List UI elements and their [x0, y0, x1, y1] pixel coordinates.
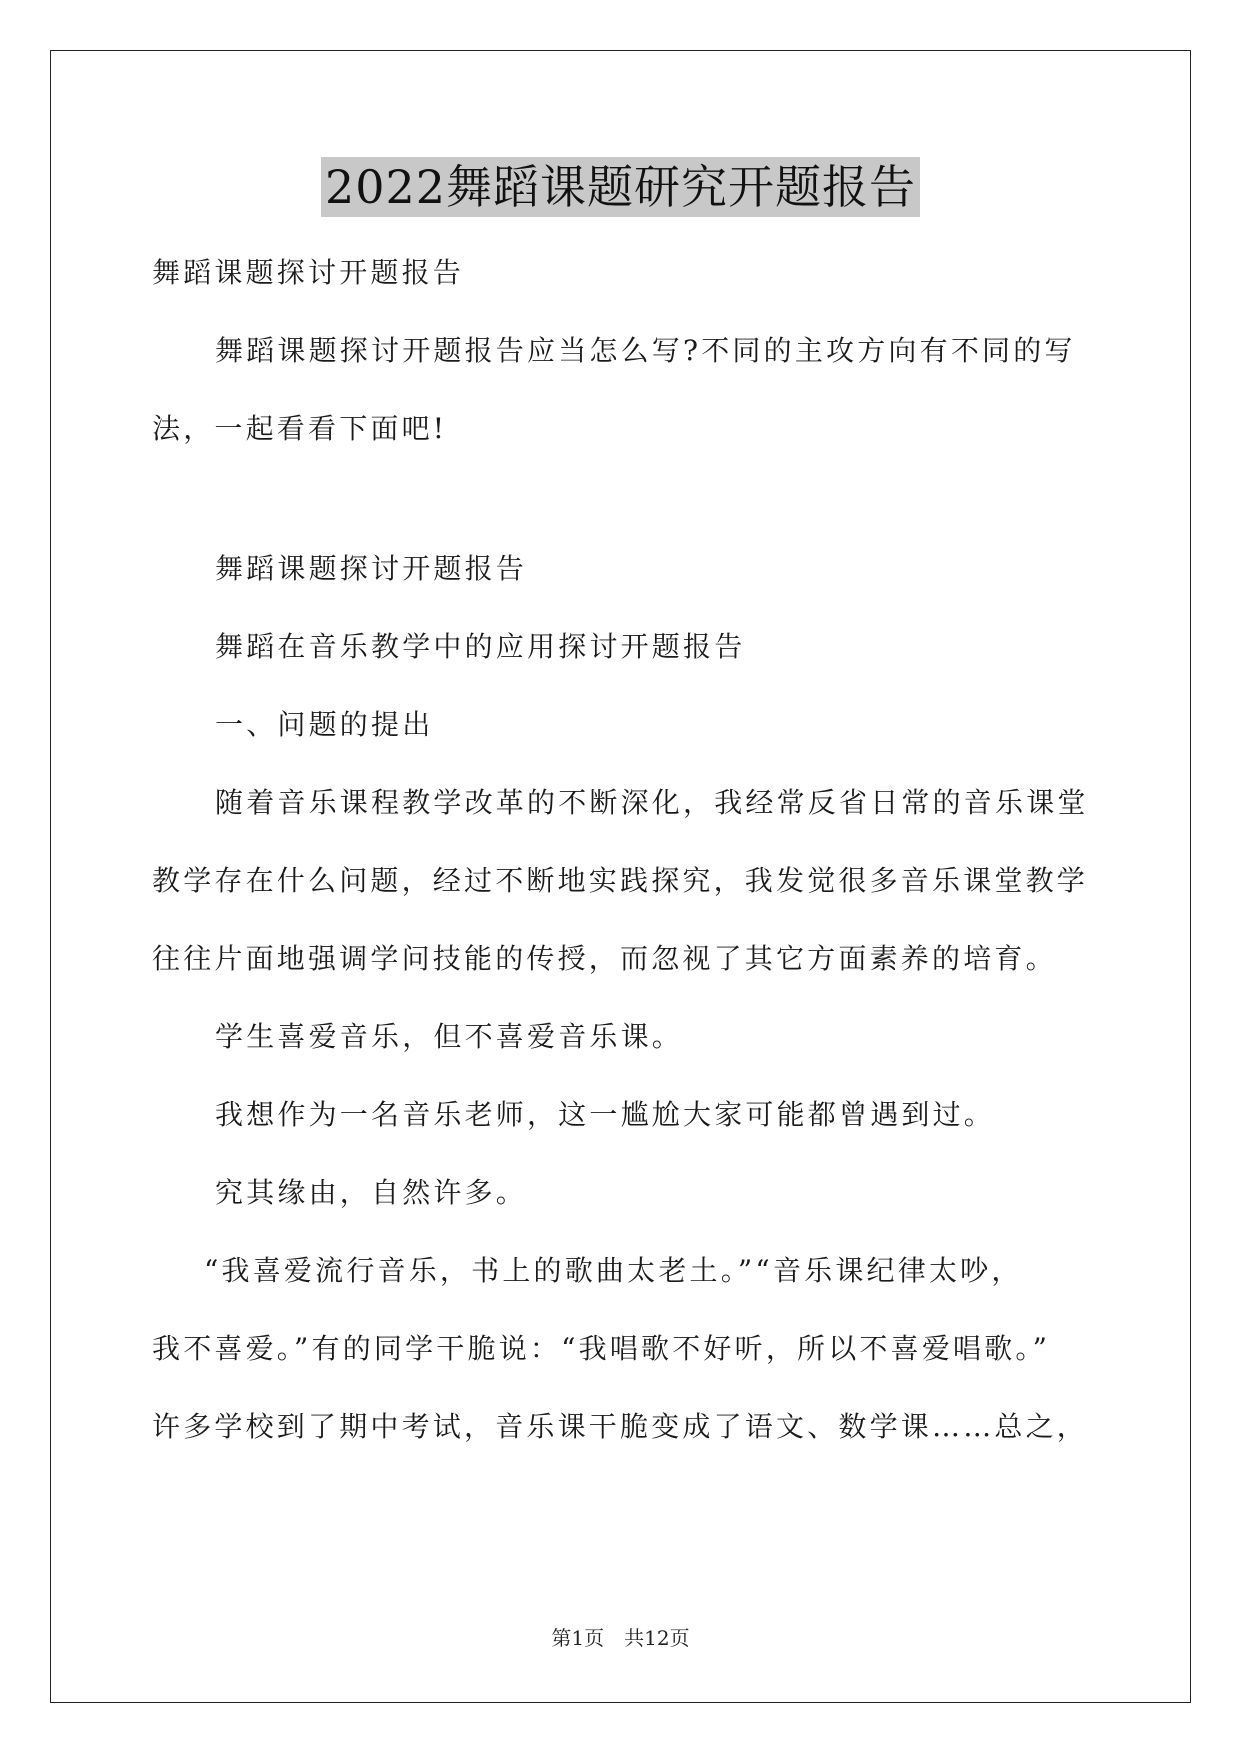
intro-line-2: 法，一起看看下面吧! — [152, 412, 448, 445]
paragraph-1-line-1: 随着音乐课程教学改革的不断深化，我经常反省日常的音乐课堂 — [215, 786, 1089, 819]
paragraph-1-cont — [152, 842, 1092, 998]
intro-line-1: 舞蹈课题探讨开题报告应当怎么写?不同的主攻方向有不同的写 — [215, 334, 1076, 367]
paragraph-5-line-1: “我喜爱流行音乐，书上的歌曲太老土。”“音乐课纪律太吵， — [204, 1254, 1023, 1287]
intro-paragraph-cont — [152, 390, 1092, 468]
paragraph-3: 我想作为一名音乐老师，这一尴尬大家可能都曾遇到过。 — [215, 1098, 996, 1131]
paragraph-5-cont — [152, 1310, 1092, 1466]
title-container — [0, 157, 1241, 217]
paragraph-5-line-3: 许多学校到了期中考试，音乐课干脆变成了语文、数学课……总之， — [152, 1410, 1089, 1443]
intro-paragraph — [152, 312, 1092, 390]
paragraph-5 — [152, 1232, 1092, 1310]
document-title: 2022舞蹈课题研究开题报告 — [321, 157, 920, 217]
subtitle-2: 舞蹈在音乐教学中的应用探讨开题报告 — [215, 630, 746, 663]
subtitle-1: 舞蹈课题探讨开题报告 — [215, 552, 528, 585]
paragraph-1-line-3: 往往片面地强调学问技能的传授，而忽视了其它方面素养的培育。 — [152, 942, 1057, 975]
paragraph-2: 学生喜爱音乐，但不喜爱音乐课。 — [215, 1020, 684, 1053]
page-number: 第1页 — [551, 1626, 605, 1650]
paragraph-4: 究其缘由，自然许多。 — [215, 1176, 528, 1209]
paragraph-1 — [152, 764, 1092, 842]
document-heading: 舞蹈课题探讨开题报告 — [152, 256, 465, 289]
page-total: 共12页 — [624, 1626, 690, 1650]
paragraph-5-line-2: 我不喜爱。”有的同学干脆说：“我唱歌不好听，所以不喜爱唱歌。” — [152, 1332, 1051, 1365]
page-footer — [0, 1622, 1241, 1651]
section-1-heading: 一、问题的提出 — [215, 708, 434, 741]
paragraph-1-line-2: 教学存在什么问题，经过不断地实践探究，我发觉很多音乐课堂教学 — [152, 864, 1089, 897]
